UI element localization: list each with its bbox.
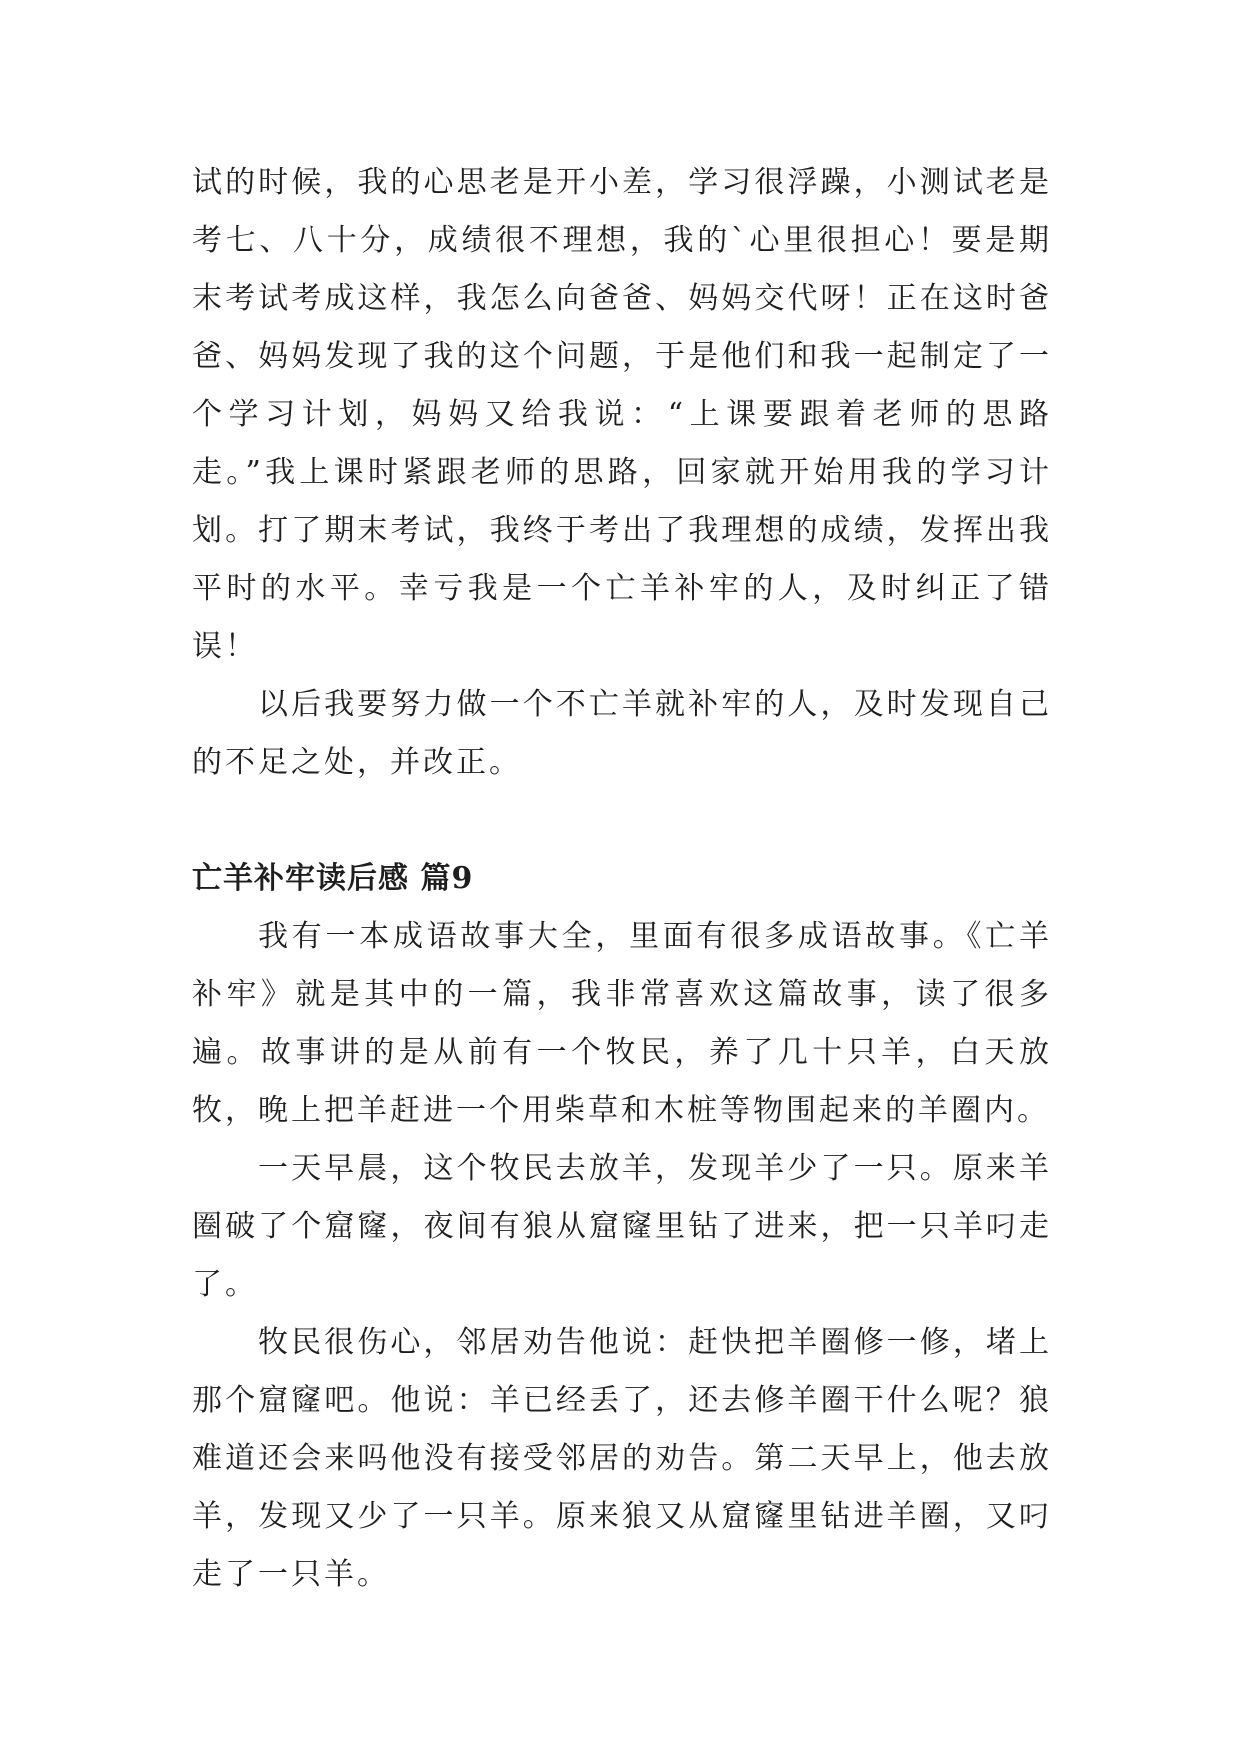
paragraph-book-intro: 我有一本成语故事大全，里面有很多成语故事。《亡羊补牢》就是其中的一篇，我非常喜欢这篇故事，读了很多遍。故事讲的是从前有一个牧民，养了几十只羊，白天放牧，晚上把羊赶进一个用柴草和木桩等物围起来的羊圈内。: [192, 919, 1052, 1128]
paragraph-neighbor-advice: 牧民很伤心，邻居劝告他说：赶快把羊圈修一修，堵上那个窟窿吧。他说：羊已经丢了，还去修羊圈干什么呢？狼难道还会来吗他没有接受邻居的劝告。第二天早上，他去放羊，发现又少了一只羊。原来狼又从窟窿里钻进羊圈，又叼走了一只羊。: [192, 1325, 1052, 1592]
document-body: [192, 154, 1052, 1604]
paragraph-exam-story: 试的时候，我的心思老是开小差，学习很浮躁，小测试老是考七、八十分，成绩很不理想，我的`心里很担心！要是期末考试考成这样，我怎么向爸爸、妈妈交代呀！正在这时爸爸、妈妈发现了我的这个问题，于是他们和我一起制定了一个学习计划，妈妈又给我说：“上课要跟着老师的思路走。”我上课时紧跟老师的思路，回家就开始用我的学习计划。打了期末考试，我终于考出了我理想的成绩，发挥出我平时的水平。幸亏我是一个亡羊补牢的人，及时纠正了错误！: [192, 165, 1052, 664]
paragraph-sheep-lost: 一天早晨，这个牧民去放羊，发现羊少了一只。原来羊圈破了个窟窿，夜间有狼从窟窿里钻了进来，把一只羊叼走了。: [192, 1151, 1052, 1302]
paragraph-resolution: 以后我要努力做一个不亡羊就补牢的人，及时发现自己的不足之处，并改正。: [192, 687, 1052, 780]
section-title: 亡羊补牢读后感 篇9: [192, 861, 474, 896]
